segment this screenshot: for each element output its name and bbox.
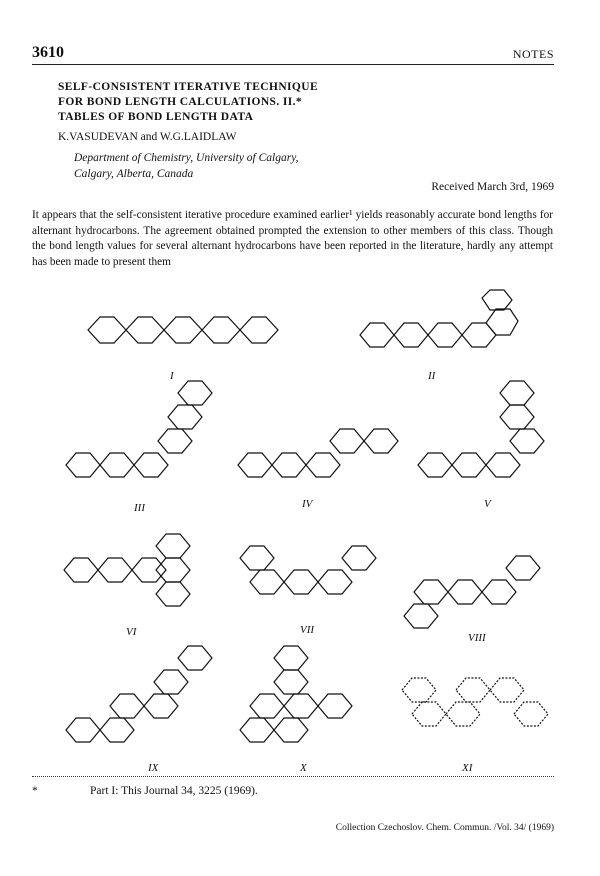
molecule-VII [240, 538, 390, 623]
molecule-IX [66, 646, 216, 761]
molecule-IX-drawing [66, 646, 216, 756]
molecule-I [88, 300, 278, 375]
authors: K.VASUDEVAN and W.G.LAIDLAW [58, 131, 237, 143]
body-text: It appears that the self-consistent iterative procedure examined earlier¹ yields reasonably accurate bond lengths for alternant hydrocarbons. The agreement obtained prompted the extension to other members of this class. Though the bond length values for several alternant hydrocarbons have been reported in the literature, hardly any attempt has been made to present them [32, 209, 553, 268]
molecule-VIII-drawing [404, 546, 554, 636]
molecule-VII-drawing [240, 538, 390, 618]
molecule-XI-drawing [402, 666, 552, 756]
molecule-I-drawing [88, 300, 278, 370]
footnote-text: Part I: This Journal 34, 3225 (1969). [90, 785, 258, 797]
label-VI: VI [126, 626, 137, 638]
label-XI: XI [462, 762, 473, 774]
molecule-IV-drawing [238, 405, 408, 495]
label-II: II [428, 370, 436, 382]
received-date: Received March 3rd, 1969 [431, 181, 554, 193]
footnote [32, 785, 258, 797]
label-V: V [484, 498, 491, 510]
molecule-II-drawing [360, 290, 540, 370]
molecule-III-drawing [66, 385, 226, 495]
molecule-II [360, 290, 540, 375]
title-line-2: FOR BOND LENGTH CALCULATIONS. II.* [58, 96, 303, 108]
molecule-X-drawing [240, 646, 370, 756]
affiliation-line-2: Calgary, Alberta, Canada [74, 168, 194, 180]
molecule-III [66, 385, 226, 500]
label-VII: VII [300, 624, 315, 636]
molecule-VI [64, 522, 214, 627]
molecule-VI-drawing [64, 522, 214, 622]
page-number: 3610 [32, 44, 64, 61]
footnote-marker: * [32, 785, 38, 797]
molecule-XI [402, 666, 552, 761]
label-I: I [170, 370, 174, 382]
footnote-rule [32, 776, 554, 777]
molecule-X [240, 646, 370, 761]
header-rule [32, 64, 554, 65]
molecule-V [418, 380, 558, 505]
section-header: NOTES [512, 47, 554, 61]
label-IV: IV [302, 498, 313, 510]
molecule-VIII [404, 546, 554, 641]
affiliation [74, 150, 299, 182]
article-title [58, 80, 318, 125]
molecule-IV [238, 405, 408, 500]
label-III: III [134, 502, 145, 514]
title-line-1: SELF-CONSISTENT ITERATIVE TECHNIQUE [58, 81, 319, 93]
title-line-3: TABLES OF BOND LENGTH DATA [58, 111, 254, 123]
label-VIII: VIII [468, 632, 486, 644]
affiliation-line-1: Department of Chemistry, University of Calgary, [74, 152, 299, 164]
journal-footer: Collection Czechoslov. Chem. Commun. /Vol. 34/ (1969) [335, 823, 554, 833]
label-IX: IX [148, 762, 159, 774]
label-X: X [300, 762, 307, 774]
molecule-V-drawing [418, 380, 558, 500]
